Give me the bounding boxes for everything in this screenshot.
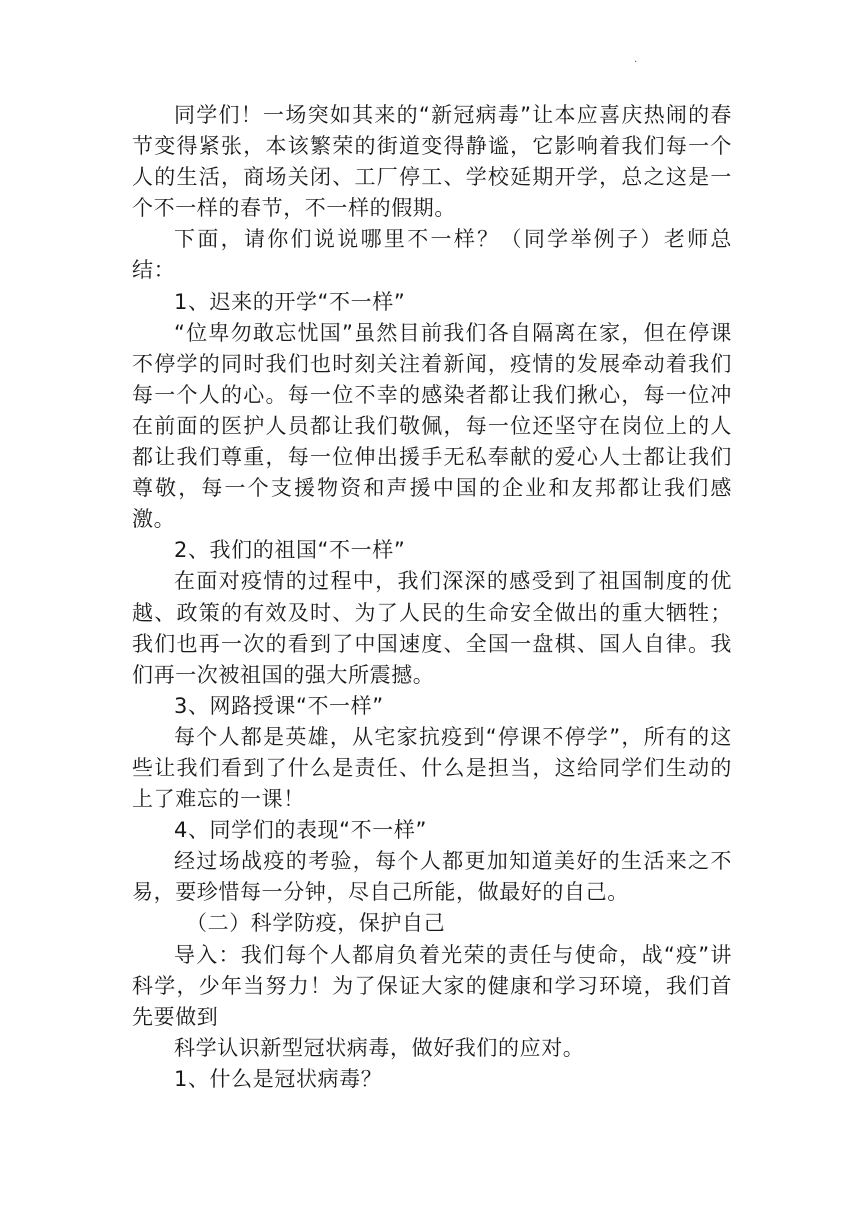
document-body [132, 100, 732, 1095]
heading-item-3: 3、网路授课“不一样” [174, 693, 384, 718]
paragraph-intro: 同学们！一场突如其来的“新冠病毒”让本应喜庆热闹的春节变得紧张，本该繁荣的街道变得静谧，它影响着我们每一个人的生活，商场关闭、工厂停工、学校延期开学，总之这是一个不一样的春节，不一样的假期。 [132, 103, 732, 221]
heading-item-1: 1、迟来的开学“不一样” [174, 289, 406, 314]
paragraph-item-1: “位卑勿敢忘忧国”虽然目前我们各自隔离在家，但在停课不停学的同时我们也时刻关注着新闻，疫情的发展牵动着我们每一个人的心。每一位不幸的感染者都让我们揪心，每一位冲在前面的医护人员都让我们敬佩，每一位还坚守在岗位上的人都让我们尊重，每一位伸出援手无私奉献的爱心人士都让我们尊敬，每一个支援物资和声援中国的企业和友邦都让我们感激。 [132, 320, 732, 532]
paragraph-question: 下面，请你们说说哪里不一样？（同学举例子）老师总结： [132, 227, 732, 283]
paragraph-science: 科学认识新型冠状病毒，做好我们的应对。 [174, 1035, 585, 1060]
paragraph-item-2: 在面对疫情的过程中，我们深深的感受到了祖国制度的优越、政策的有效及时、为了人民的生命安全做出的重大牺牲；我们也再一次的看到了中国速度、全国一盘棋、国人自律。我们再一次被祖国的强大所震撼。 [132, 569, 732, 687]
paragraph-item-4: 经过场战疫的考验，每个人都更加知道美好的生活来之不易，要珍惜每一分钟，尽自己所能，做最好的自己。 [132, 849, 732, 905]
header-mark: · [634, 57, 638, 68]
heading-item-2: 2、我们的祖国“不一样” [174, 538, 406, 563]
paragraph-introduction: 导入：我们每个人都肩负着光荣的责任与使命，战“疫”讲科学，少年当努力！为了保证大家的健康和学习环境，我们首先要做到 [132, 942, 732, 1029]
paragraph-item-3: 每个人都是英雄，从宅家抗疫到“停课不停学”，所有的这些让我们看到了什么是责任、什么是担当，这给同学们生动的上了难忘的一课！ [132, 724, 732, 812]
section-heading-2: （二）科学防疫，保护自己 [186, 911, 446, 936]
heading-item-4: 4、同学们的表现“不一样” [174, 818, 427, 843]
heading-question-1: 1、什么是冠状病毒？ [174, 1066, 383, 1091]
